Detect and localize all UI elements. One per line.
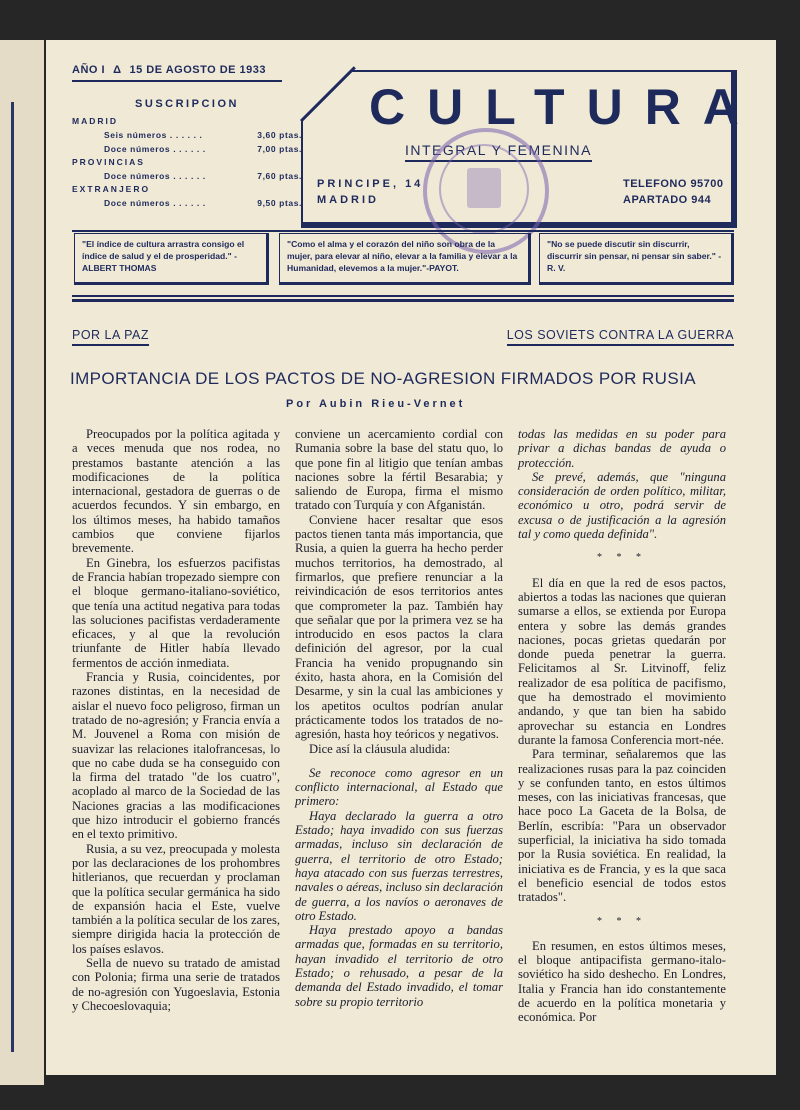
section-divider: * * * (597, 915, 647, 927)
clause-paragraph: Se prevé, además, que "ninguna consideración de orden político, militar, económico u otro, podrá servir de excusa o de justificación a la agresión tal y como queda definida". (518, 469, 726, 542)
masthead-title: CULTURA (369, 79, 761, 135)
price-label: Doce números . . . . . . (104, 171, 206, 181)
price-row (72, 130, 302, 140)
price-value: 9,50 ptas. (257, 198, 302, 208)
price-value: 3,60 ptas. (257, 130, 302, 140)
phone-number: TELEFONO 95700 (623, 178, 724, 190)
price-row (72, 198, 302, 208)
article-byline: Por Aubin Rieu-Vernet (286, 398, 466, 410)
po-box: APARTADO 944 (623, 194, 712, 206)
clause-paragraph: todas las medidas en su poder para privar a dichas bandas de ayuda o protección. (518, 427, 726, 470)
section-right: LOS SOVIETS CONTRA LA GUERRA (507, 328, 734, 346)
address-line: PRINCIPE, 14 (317, 178, 424, 190)
quotes-bottom-rule-thick (72, 299, 734, 302)
subscription-block (72, 98, 302, 208)
paragraph: Francia y Rusia, coincidentes, por razones distintas, en la necesidad de aislar el nuevo foco peligroso, firman un tratado de no-agresión; y Francia envía a M. Jouvenel a Roma con misión de suavizar las relaciones italofrancesas, lo que no cabe duda se ha conseguido con la firma del tratado "de los cuatro", acoplado al marco de la Sociedad de las Naciones gracias a las modificaciones que hizo introducir el gobierno francés en el texto primitivo. (72, 670, 280, 842)
region-provincias: PROVINCIAS (72, 157, 145, 167)
clause-paragraph: Se reconoce como agresor en un conflicto internacional, al Estado que primero: (295, 765, 503, 809)
masthead-subtitle: INTEGRAL Y FEMENINA (405, 142, 592, 162)
quotes-top-rule (72, 230, 734, 232)
paragraph: El día en que la red de esos pactos, abiertos a todas las naciones que quieran sumarse a ellos, se extienda por Europa entera y sobre las demás grandes naciones, pocas grietas quedarán por donde pueda penetrar la guerra. Felicitamos al Sr. Litvinoff, feliz realizador de esa política de pacifismo, que ha demostrado el movimiento andando, y que tan bien ha sabido aprovechar su estancia en Londres durante la famosa Conferencia mort-née. (518, 575, 726, 747)
quote-box-3: "No se puede discutir sin discurrir, discurrir sin pensar, ni pensar sin saber." - R. V. (539, 233, 734, 285)
subscription-title: SUSCRIPCION (135, 98, 239, 110)
price-label: Doce números . . . . . . (104, 144, 206, 154)
price-value: 7,00 ptas. (257, 144, 302, 154)
article-title: IMPORTANCIA DE LOS PACTOS DE NO-AGRESION FIRMADOS POR RUSIA (70, 369, 696, 388)
facing-page-edge (0, 40, 44, 1085)
section-left: POR LA PAZ (72, 328, 149, 346)
quote-box-2: "Como el alma y el corazón del niño son obra de la mujer, para elevar al niño, elevar a la familia y elevar a la Humanidad, elevemos a la mujer."-PAYOT. (279, 233, 531, 285)
article-column-1 (72, 427, 280, 1013)
facing-page-border (0, 102, 14, 1052)
quotes-bottom-rule (72, 295, 734, 297)
region-madrid: MADRID (72, 116, 118, 126)
masthead-address (317, 176, 423, 208)
clause-paragraph: Haya declarado la guerra a otro Estado; haya invadido con sus fuerzas armadas, incluso sin declaración de guerra, el territorio de otro Estado; haya atacado con sus fuerzas terrestres, navales o aéreas, incluso sin declaración de guerra, a los navíos o aeronaves de otro Estado. (295, 808, 503, 923)
article-column-2 (295, 427, 503, 1009)
masthead-contact (623, 176, 724, 208)
clause-paragraph: Haya prestado apoyo a bandas armadas que, formadas en su territorio, hayan invadido el territorio de otro Estado; o rehusado, a pesar de la demanda del Estado invadido, el tomar sobre su propio territorio (295, 923, 503, 1009)
newspaper-page (46, 40, 776, 1075)
paragraph: Dice así la cláusula aludida: (309, 741, 451, 756)
paragraph: Conviene hacer resaltar que esos pactos tienen tanta más importancia, que Rusia, a quien la guerra ha hecho perder muchos territorios, ha demostrado, al firmarlos, que prefiere renunciar a la reivindicación de esos territorios antes que comprometer la paz. También hay que señalar que por la primera vez se ha introducido en esos pactos la clara definición del agresor, por la cual Francia ha venido propugnando sin éxito, hasta ahora, en la Comisión del Desarme, y sin la cual las ambiciones y los apetitos ocultos podrían anular prácticamente todos los tratados de no-agresión, hasta hoy teóricos y negativos. (295, 512, 503, 742)
region-extranjero: EXTRANJERO (72, 184, 151, 194)
paragraph: conviene un acercamiento cordial con Rumania sobre la base del statu quo, lo que pone fin al litigio que tenían ambas naciones sobre la fértil Besarabia; y saliendo de Europa, firma el mismo tratado con Turquía y con Afganistán. (295, 427, 503, 513)
section-divider: * * * (597, 552, 647, 564)
paragraph: Rusia, a su vez, preocupada y molesta por las declaraciones de los prohombres hitlerianos, que recuerdan y proclaman que la política secular germánica ha sido de expansión hacia el Este, vuelve también a la política secular de los zares, siempre dirigida hacia la protección de los países eslavos. (72, 841, 280, 956)
paragraph: En resumen, en estos últimos meses, el bloque antipacifista germano-italo-soviético ha sido deshecho. En Londres, Italia y Francia han ido constantemente de acuerdo en la política monetaria y económica. Por (518, 938, 726, 1025)
issue-number: AÑO I (72, 64, 106, 76)
price-label: Seis números . . . . . . (104, 130, 203, 140)
quote-box-1: "El índice de cultura arrastra consigo el índice de salud y el de prosperidad." - ALBERT THOMAS (74, 233, 269, 285)
issue-header (72, 64, 266, 76)
header-rule (72, 80, 282, 82)
price-row (72, 144, 302, 154)
price-row (72, 171, 302, 181)
triangle-icon: Δ (113, 64, 122, 76)
quotes-row (72, 233, 734, 295)
paragraph: Preocupados por la política agitada y a veces menuda que nos rodea, no prestamos bastante atención a las modificaciones de la política internacional, gestadora de guerras o de acuerdos fecundos. Y sin embargo, en los últimos meses, ha habido tamaños cambios que conviene fijarlos brevemente. (72, 427, 280, 556)
price-label: Doce números . . . . . . (104, 198, 206, 208)
issue-date: 15 DE AGOSTO DE 1933 (129, 64, 267, 76)
paragraph: En Ginebra, los esfuerzos pacifistas de Francia habían tropezado siempre con el bloque germano-italiano-soviético, que tenía una actitud negativa para todas las soluciones pacifistas verdaderamente eficaces, y al que la revolución triunfante de Hitler había llevado fermentos de acción inmediata. (72, 555, 280, 670)
address-city: MADRID (317, 194, 379, 206)
price-value: 7,60 ptas. (257, 171, 302, 181)
article-column-3 (518, 427, 726, 1025)
paragraph: Sella de nuevo su tratado de amistad con Polonia; firma una serie de tratados de no-agresión con Yugoeslavia, Estonia y Checoeslovaquia; (72, 955, 280, 1013)
paragraph: Para terminar, señalaremos que las realizaciones rusas para la paz coinciden y se confunden tanto, en estos últimos meses, con las iniciativas francesas, que hace poco La Gaceta de la Bolsa, de Berlín, escribía: "Para un observador superficial, la iniciativa ha sido tomada por la Rusia soviética. En realidad, la iniciativa es de Francia, y es la que saca el beneficio esencial de todos estos tratados". (518, 747, 726, 905)
